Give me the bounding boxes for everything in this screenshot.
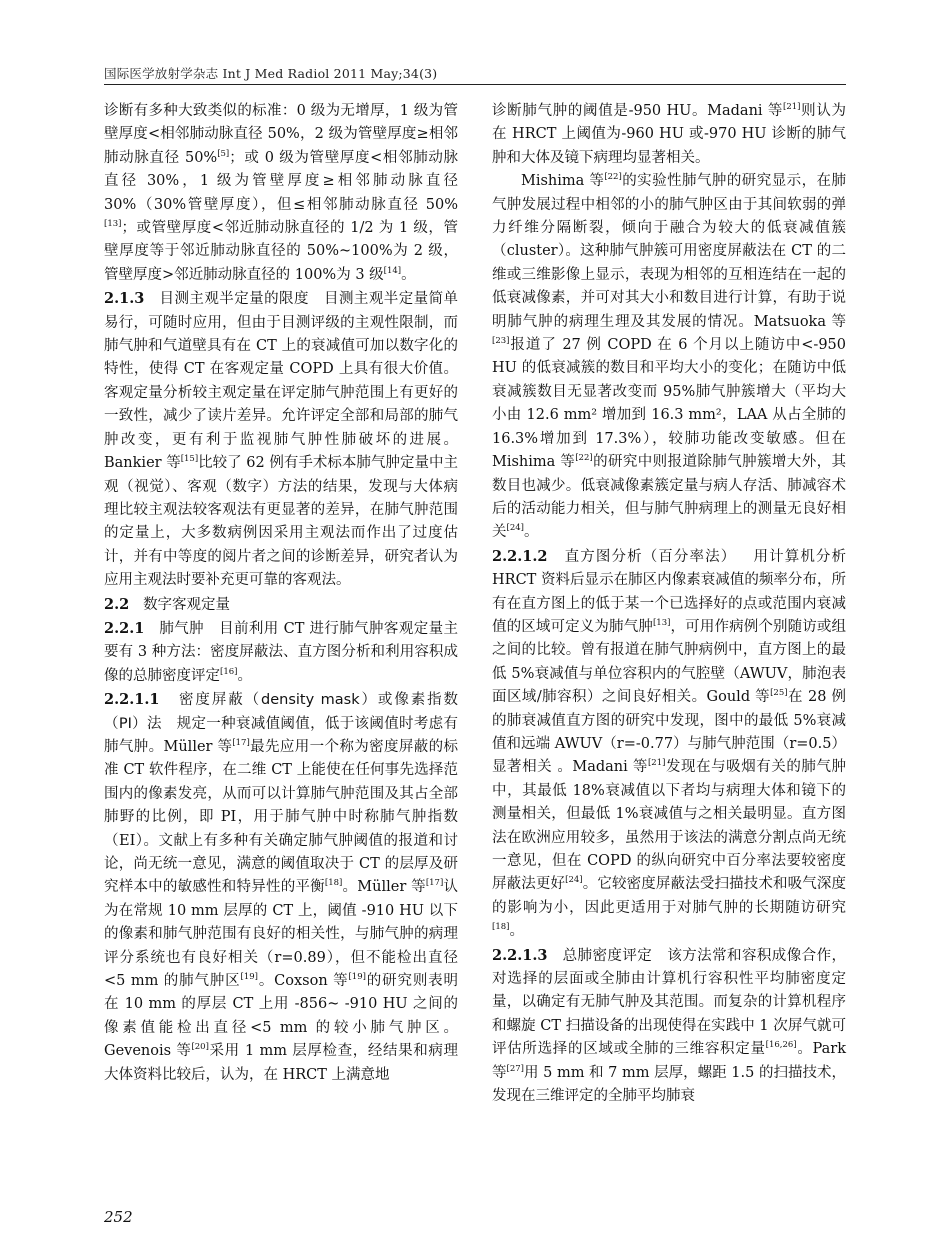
text: ；或 0 级为管壁厚度<相邻肺动脉直径 30%，1 级为管壁厚度≥相邻肺动脉直径 30%（30%管壁厚度），但≤相邻肺动脉直径 50%	[104, 149, 458, 213]
citation: [27]	[506, 1063, 524, 1074]
section-title: 目测主观半定量的限度	[159, 291, 309, 308]
citation: [21]	[783, 102, 801, 112]
text: 目前利用 CT 进行肺气肿客观定量主要有 3 种方法：密度屏蔽法、直方图分析和利用容积成像的总肺密度评定	[104, 620, 459, 684]
citation: [17]	[232, 737, 250, 748]
section-number: 2.2.1.2	[492, 547, 548, 565]
text: 在 28 例的肺衰减值直方图的研究中发现，图中的最低 5%衰减值和远端 AWUV（r=-0.77）与肺气肿范围（r=0.5）显著相关 。Madani 等	[492, 689, 846, 776]
citation: [16]	[220, 666, 238, 677]
paragraph-threshold	[492, 100, 846, 170]
text: 目测主观半定量简单易行，可随时应用，但由于目测评级的主观性限制，而肺气肿和气道壁具有在 CT 上的衰减值可加以数字化的特性，使得 CT 在客观定量 COPD 上具有很大价值。客观定量分析较主观定量在评定肺气肿范围上有更好的一致性，减少了读片差异。允许评定全部和局部的肺气肿改变，更有利于监视肺气肿性肺破坏的进展。Bankier 等	[104, 291, 459, 472]
citation: [24]	[506, 523, 524, 534]
citation: [20]	[191, 1042, 209, 1053]
text: ；或管壁厚度<邻近肺动脉直径的 1/2 为 1 级，管壁厚度等于邻近肺动脉直径的 50%~100%为 2 级，管壁厚度>邻近肺动脉直径的 100%为 3 级	[104, 220, 458, 283]
text: 最先应用一个称为密度屏蔽的标准 CT 软件程序，在二维 CT 上能使在任何事先选择范围内的像素发亮，从而可以计算肺气肿范围及其占全部肺野的比例，即 PI，用于肺气肿中时称肺气肿指数（EI）。文献上有多种有关确定肺气肿阈值的报道和讨论，尚无统一意见，满意的阈值取决于 CT 的层厚及研究样本中的敏感性和特异性的平衡	[104, 738, 458, 896]
citation: [17]	[425, 878, 444, 889]
citation: [19]	[240, 972, 258, 983]
section-2-2	[104, 593, 458, 617]
text: 该方法常和容积成像合作，对选择的层面或全肺由计算机行容积性平均肺密度定量，以确定有无肺气肿及其范围。而复杂的计算机程序和螺旋 CT 扫描设备的出现使得在实践中 1 次屏气就可评估所选择的区域或全肺的三维容积定量	[492, 947, 847, 1058]
citation: [15]	[180, 454, 199, 465]
section-2-1-3	[104, 287, 458, 592]
section-title: 直方图分析（百分率法）	[564, 548, 737, 565]
section-2-2-1-3	[492, 944, 846, 1109]
text: 的研究则表明在 10 mm 的厚层 CT 上用 -856~ -910 HU 之间的像素值能检出直径<5 mm 的较小肺气肿区。Gevenois 等	[104, 973, 459, 1060]
text: 。	[401, 266, 416, 283]
page-number: 252	[104, 1208, 133, 1226]
section-title: 肺气肿	[159, 620, 205, 637]
text: 。它较密度屏蔽法受扫描技术和吸气深度的影响为小，因此更适用于对肺气肿的长期随访研究	[492, 876, 847, 916]
section-2-2-1-1	[104, 688, 458, 1087]
paragraph-grading-criteria	[104, 100, 458, 287]
citation: [23]	[492, 336, 510, 347]
paragraph-clusters	[492, 170, 846, 545]
citation: [13]	[652, 617, 671, 628]
text: 采用 1 mm 层厚检查，经结果和病理大体资料比较后，认为，在 HRCT 上满意地	[104, 1043, 458, 1083]
section-number: 2.2.1	[104, 619, 145, 637]
citation: [21]	[647, 758, 666, 769]
text: 规定一种衰减值阈值，低于该阈值时考虑有肺气肿。Müller 等	[104, 715, 459, 755]
left-column	[104, 100, 458, 1087]
section-title: 密度屏蔽（density mask）或像素指数（PI）法	[104, 692, 459, 732]
citation: [16,26]	[765, 1040, 797, 1051]
citation: [18]	[324, 878, 343, 889]
citation: [5]	[217, 148, 230, 159]
citation: [24]	[565, 875, 583, 886]
text: 。Coxson 等	[257, 973, 349, 990]
text: 。Müller 等	[342, 879, 426, 896]
text: Mishima 等	[521, 173, 605, 190]
text: 。	[237, 667, 252, 684]
citation: [14]	[383, 265, 402, 276]
section-title: 总肺密度评定	[562, 947, 653, 964]
text: 用 5 mm 和 7 mm 层厚，螺距 1.5 的扫描技术，发现在三维评定的全肺平均肺衰	[492, 1064, 846, 1105]
right-column	[492, 100, 846, 1108]
text: 的实验性肺气肿的研究显示，在肺气肿发展过程中相邻的小的肺气肿区由于其间软弱的弹力纤维分隔断裂，倾向于融合为较大的低衰减值簇（cluster）。这种肺气肿簇可用密度屏蔽法在 CT 的二维或三维影像上显示，表现为相邻的互相连结在一起的低衰减像素，并可对其大小和数目进行计算，有助于说明肺气肿的病理生理及其发展的情况。Matsuoka 等	[492, 173, 847, 330]
citation: [18]	[492, 922, 510, 933]
citation: [13]	[104, 219, 122, 230]
section-number: 2.2.1.3	[492, 946, 548, 964]
text: 发现在与吸烟有关的肺气肿中，其最低 18%衰减值以下者均与病理大体和镜下的测量相关，但最低 1%衰减值与之相关最明显。直方图法在欧洲应用较多，虽然用于该法的满意分割点尚无统一意见，但在 COPD 的纵向研究中百分率法要较密度屏蔽法更好	[492, 759, 846, 893]
text: 认为在常规 10 mm 层厚的 CT 上，阈值 -910 HU 以下的像素和肺气肿范围有良好的相关性，与肺气肿的病理评分系统也有良好相关（r=0.89），但不能检出直径<5 mm 的肺气肿区	[104, 879, 458, 990]
citation: [22]	[575, 453, 593, 464]
header-rule	[104, 84, 846, 85]
citation: [22]	[604, 172, 622, 183]
section-number: 2.1.3	[104, 290, 145, 308]
section-2-2-1	[104, 617, 458, 688]
text: ，可用作病例个别随访或组之间的比较。曾有报道在肺气肿病例中，直方图上的最低 5%衰减值与单位容积内的气腔壁（AWUV，肺泡表面区域/肺容积）之间良好相关。Gould 等	[492, 618, 847, 706]
text: 则认为在 HRCT 上阈值为-960 HU 或-970 HU 诊断的肺气肿和大体及镜下病理均显著相关。	[492, 103, 846, 166]
section-number: 2.2	[104, 595, 130, 613]
text: 比较了 62 例有手术标本肺气肿定量中主观（视觉）、客观（数字）方法的结果，发现与大体病理比较主观法较客观法有更显著的差异，在肺气肿范围的定量上，大多数病例因采用主观法而作出了过度估计，并有中等度的阅片者之间的诊断差异，研究者认为应用主观法时要补充更可靠的客观法。	[104, 455, 458, 589]
citation: [25]	[770, 688, 788, 699]
section-number: 2.2.1.1	[104, 691, 160, 709]
text: 。	[509, 923, 524, 940]
section-2-2-1-2	[492, 545, 846, 944]
text: 用计算机分析 HRCT 资料后显示在肺区内像素衰减值的频率分布，所有在直方图上的低于某一个已选择好的点或范围内衰减值的区域可定义为肺气肿	[492, 548, 847, 635]
text: 的研究中则报道除肺气肿簇增大外，其数目也减少。低衰减像素簇定量与病人存活、肺减容术后的活动能力相关，但与肺气肿病理上的测量无良好相关	[492, 454, 847, 541]
section-title: 数字客观定量	[143, 596, 231, 613]
text: 。Park 等	[492, 1041, 846, 1081]
text: 。	[523, 524, 539, 541]
text: 报道了 27 例 COPD 在 6 个月以上随访中<-950 HU 的低衰减簇的数目和平均大小的变化；在随访中低衰减簇数目无显著改变而 95%肺气肿簇增大（平均大小由 12.6 mm² 增加到 16.3 mm²，LAA 从占全肺的 16.3%增加到 17.3%），较肺功能改变敏感。但在 Mishima 等	[492, 337, 846, 471]
text: 诊断有多种大致类似的标准：0 级为无增厚，1 级为管壁厚度<相邻肺动脉直径 50%，2 级为管壁厚度≥相邻肺动脉直径 50%	[104, 103, 458, 166]
citation: [19]	[348, 972, 366, 983]
text: 诊断肺气肿的阈值是-950 HU。Madani 等	[492, 103, 784, 119]
running-header: 国际医学放射学杂志 Int J Med Radiol 2011 May;34(3)	[104, 66, 438, 81]
